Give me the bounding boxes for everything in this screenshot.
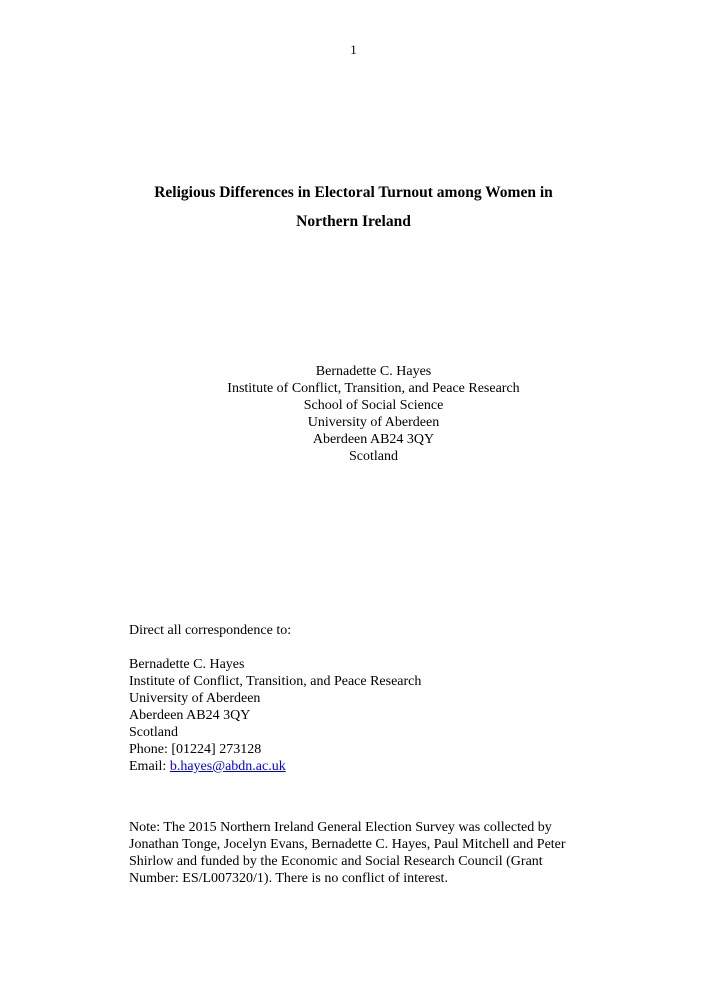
note-line-2: Jonathan Tonge, Jocelyn Evans, Bernadette C. Hayes, Paul Mitchell and Peter [129, 837, 566, 852]
paper-title [60, 178, 647, 236]
author-country: Scotland [349, 449, 398, 464]
note-line-1: Note: The 2015 Northern Ireland General Election Survey was collected by [129, 820, 552, 835]
correspondence-name: Bernadette C. Hayes [129, 657, 245, 672]
email-label: Email: [129, 759, 170, 774]
author-city-postcode: Aberdeen AB24 3QY [312, 432, 435, 447]
author-affiliation [150, 363, 597, 465]
correspondence-email-line [129, 758, 609, 775]
spacer [129, 639, 609, 656]
author-institute: Institute of Conflict, Transition, and Peace Research [227, 381, 520, 396]
author-school: School of Social Science [303, 398, 444, 413]
title-line-1: Religious Differences in Electoral Turnout among Women in [154, 184, 553, 201]
note-line-3: Shirlow and funded by the Economic and Social Research Council (Grant [129, 854, 543, 869]
correspondence-phone: Phone: [01224] 273128 [129, 742, 262, 757]
title-line-2: Northern Ireland [296, 213, 411, 230]
correspondence-country: Scotland [129, 725, 178, 740]
correspondence-city-postcode: Aberdeen AB24 3QY [129, 708, 251, 723]
note-line-4: Number: ES/L007320/1). There is no conflict of interest. [129, 871, 448, 886]
correspondence-block [129, 622, 609, 775]
note-block [129, 819, 589, 887]
correspondence-university: University of Aberdeen [129, 691, 261, 706]
email-link[interactable]: b.hayes@abdn.ac.uk [169, 759, 286, 774]
page-number: 1 [350, 42, 357, 57]
author-name: Bernadette C. Hayes [315, 364, 432, 379]
correspondence-institute: Institute of Conflict, Transition, and Peace Research [129, 674, 422, 689]
author-university: University of Aberdeen [307, 415, 440, 430]
correspondence-heading: Direct all correspondence to: [129, 623, 292, 638]
